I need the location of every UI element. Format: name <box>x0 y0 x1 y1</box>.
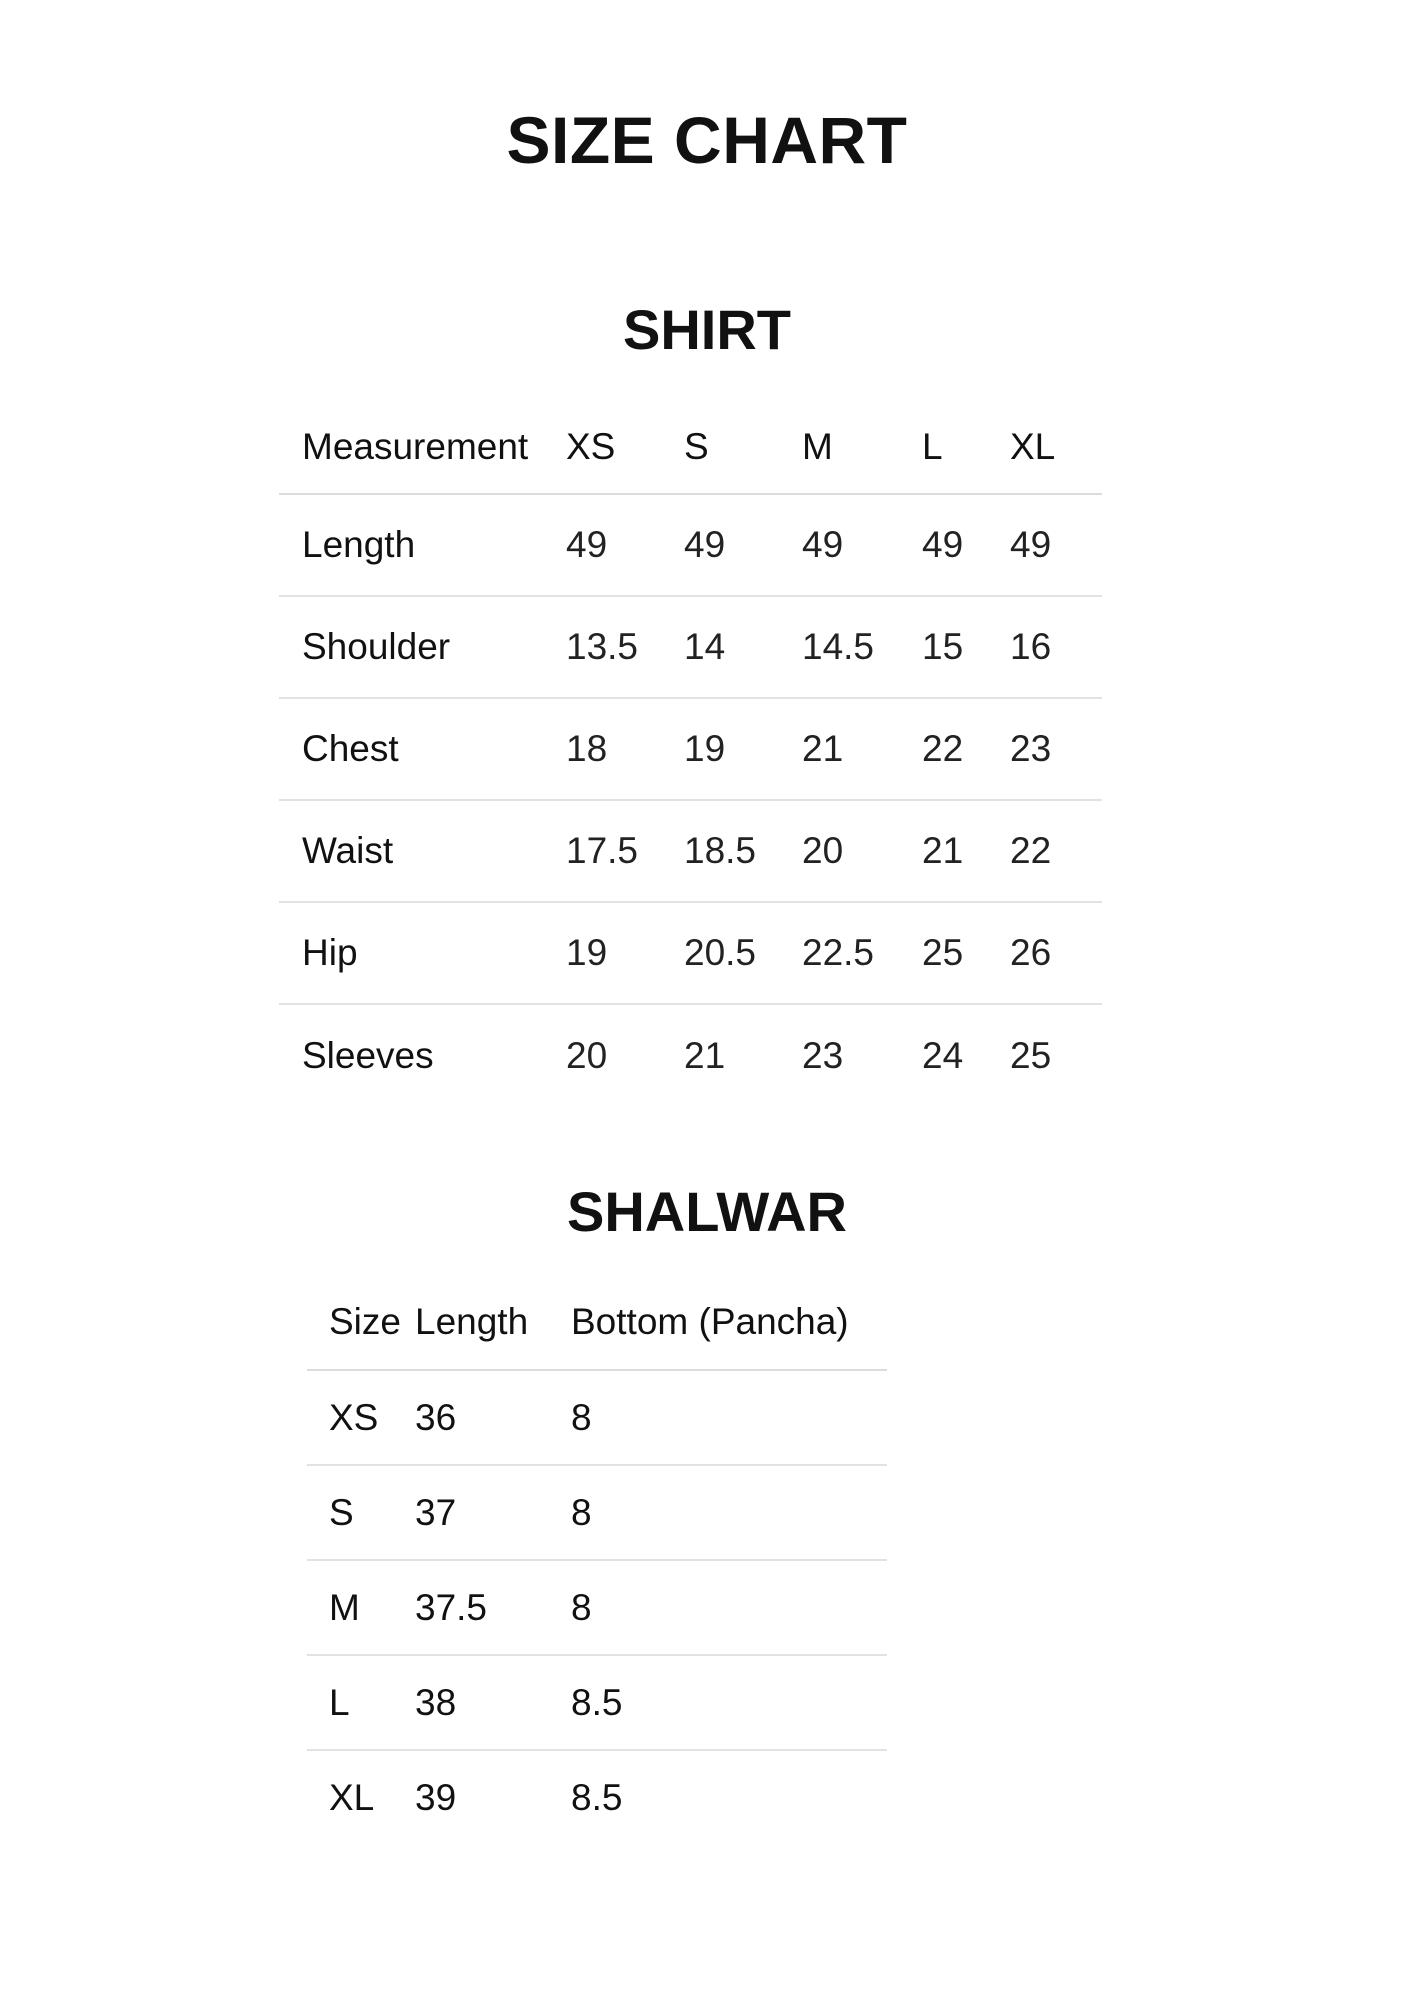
table-cell: 20 <box>566 1004 684 1106</box>
shirt-size-table <box>279 400 1102 1106</box>
column-header-size: Size <box>329 1301 401 1342</box>
table-cell: 22.5 <box>802 902 922 1004</box>
table-cell: 21 <box>922 800 1010 902</box>
table-row <box>307 1560 887 1655</box>
table-cell: 22 <box>922 698 1010 800</box>
size-cell: L <box>307 1655 415 1750</box>
table-cell: 49 <box>922 494 1010 596</box>
table-row <box>307 1655 887 1750</box>
table-header-row <box>279 400 1102 494</box>
table-cell: 26 <box>1010 902 1102 1004</box>
bottom-cell: 8.5 <box>571 1750 887 1845</box>
column-header-s: S <box>684 425 709 467</box>
table-cell: 19 <box>684 698 802 800</box>
table-cell: 24 <box>922 1004 1010 1106</box>
table-cell: 49 <box>802 494 922 596</box>
table-cell: 20 <box>802 800 922 902</box>
shalwar-size-table <box>307 1275 887 1845</box>
table-cell: 25 <box>1010 1004 1102 1106</box>
table-cell: 49 <box>566 494 684 596</box>
table-cell: 21 <box>684 1004 802 1106</box>
table-row <box>307 1750 887 1845</box>
table-cell: 17.5 <box>566 800 684 902</box>
table-cell: 21 <box>802 698 922 800</box>
length-cell: 37 <box>415 1465 571 1560</box>
table-cell: 15 <box>922 596 1010 698</box>
shirt-section-title: SHIRT <box>623 298 791 361</box>
bottom-cell: 8.5 <box>571 1655 887 1750</box>
length-cell: 39 <box>415 1750 571 1845</box>
row-label: Waist <box>279 800 566 902</box>
bottom-cell: 8 <box>571 1370 887 1465</box>
column-header-xs: XS <box>566 425 616 467</box>
table-row <box>279 902 1102 1004</box>
table-cell: 18 <box>566 698 684 800</box>
size-cell: M <box>307 1560 415 1655</box>
column-header-l: L <box>922 425 943 467</box>
table-cell: 14.5 <box>802 596 922 698</box>
table-header-row <box>307 1275 887 1370</box>
table-cell: 14 <box>684 596 802 698</box>
table-cell: 23 <box>802 1004 922 1106</box>
column-header-length: Length <box>415 1301 529 1342</box>
size-cell: XS <box>307 1370 415 1465</box>
table-cell: 22 <box>1010 800 1102 902</box>
length-cell: 36 <box>415 1370 571 1465</box>
row-label: Chest <box>279 698 566 800</box>
table-row <box>279 596 1102 698</box>
table-row <box>279 800 1102 902</box>
table-row <box>279 1004 1102 1106</box>
table-row <box>279 698 1102 800</box>
row-label: Hip <box>279 902 566 1004</box>
size-cell: S <box>307 1465 415 1560</box>
column-header-m: M <box>802 425 833 467</box>
table-cell: 13.5 <box>566 596 684 698</box>
bottom-cell: 8 <box>571 1465 887 1560</box>
table-cell: 20.5 <box>684 902 802 1004</box>
row-label: Sleeves <box>279 1004 566 1106</box>
table-cell: 23 <box>1010 698 1102 800</box>
table-row <box>307 1465 887 1560</box>
column-header-xl: XL <box>1010 425 1056 467</box>
page-title: SIZE CHART <box>506 103 908 177</box>
row-label: Length <box>279 494 566 596</box>
row-label: Shoulder <box>279 596 566 698</box>
table-cell: 19 <box>566 902 684 1004</box>
table-cell: 25 <box>922 902 1010 1004</box>
column-header-measurement: Measurement <box>302 425 529 467</box>
length-cell: 38 <box>415 1655 571 1750</box>
length-cell: 37.5 <box>415 1560 571 1655</box>
column-header-bottom: Bottom (Pancha) <box>571 1301 849 1342</box>
table-row <box>279 494 1102 596</box>
table-row <box>307 1370 887 1465</box>
size-cell: XL <box>307 1750 415 1845</box>
table-cell: 49 <box>1010 494 1102 596</box>
table-cell: 18.5 <box>684 800 802 902</box>
bottom-cell: 8 <box>571 1560 887 1655</box>
table-cell: 49 <box>684 494 802 596</box>
shalwar-section-title: SHALWAR <box>567 1180 847 1243</box>
table-cell: 16 <box>1010 596 1102 698</box>
